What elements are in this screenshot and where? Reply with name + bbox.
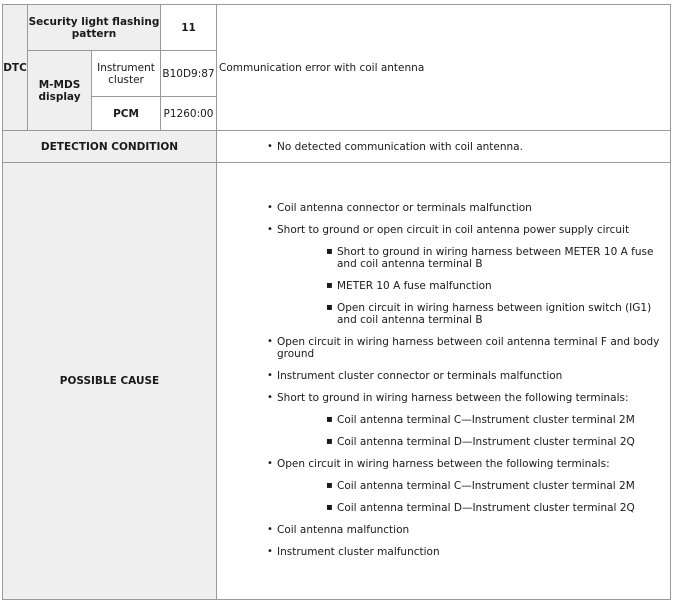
- mmds-display-label: M-MDS display: [28, 51, 92, 131]
- list-item-text: Instrument cluster connector or terminals malfunction: [277, 370, 563, 382]
- sub-list: [277, 246, 662, 326]
- list-item: [277, 370, 662, 382]
- list-item: [277, 546, 662, 558]
- possible-cause-list: [217, 202, 670, 558]
- list-item-text: Open circuit in wiring harness between coil antenna terminal F and body ground: [277, 336, 660, 360]
- list-item-text: Coil antenna malfunction: [277, 524, 410, 536]
- list-item: [277, 458, 662, 514]
- list-item: [277, 524, 662, 536]
- possible-cause-cell: [217, 163, 671, 600]
- sub-list-item: ▪ Coil antenna terminal D—Instrument cluster terminal 2Q: [337, 436, 662, 448]
- list-item-text: Coil antenna connector or terminals malfunction: [277, 202, 532, 214]
- flash-pattern-label: Security light flashing pattern: [28, 5, 161, 51]
- list-item: [277, 336, 662, 360]
- list-item-text: Short to ground in wiring harness between the following terminals:: [277, 392, 629, 404]
- detection-condition-label: DETECTION CONDITION: [3, 131, 217, 163]
- list-item-text: Instrument cluster malfunction: [277, 546, 440, 558]
- sub-list: [277, 414, 662, 448]
- pcm-code: P1260:00: [161, 97, 217, 131]
- instrument-cluster-code: B10D9:87: [161, 51, 217, 97]
- sub-list-item: ▪ Open circuit in wiring harness between ignition switch (IG1) and coil antenna terminal B: [337, 302, 662, 326]
- sub-list-item: ▪ Coil antenna terminal C—Instrument cluster terminal 2M: [337, 480, 662, 492]
- possible-cause-label: POSSIBLE CAUSE: [3, 163, 217, 600]
- detection-condition-cell: [217, 131, 671, 163]
- flash-pattern-value: 11: [161, 5, 217, 51]
- dtc-label: DTC: [3, 5, 28, 131]
- dtc-table: [2, 4, 671, 600]
- sub-list-item: ▪ Coil antenna terminal D—Instrument cluster terminal 2Q: [337, 502, 662, 514]
- list-item: [277, 202, 662, 214]
- list-item-text: Open circuit in wiring harness between the following terminals:: [277, 458, 610, 470]
- list-item-text: Short to ground or open circuit in coil antenna power supply circuit: [277, 224, 630, 236]
- instrument-cluster-label: Instrument cluster: [92, 51, 161, 97]
- sub-list-item: ▪ METER 10 A fuse malfunction: [337, 280, 662, 292]
- list-item: • No detected communication with coil antenna.: [277, 141, 662, 153]
- pcm-label: PCM: [92, 97, 161, 131]
- dtc-description: Communication error with coil antenna: [217, 5, 671, 131]
- sub-list: [277, 480, 662, 514]
- list-item: [277, 392, 662, 448]
- sub-list-item: ▪ Coil antenna terminal C—Instrument cluster terminal 2M: [337, 414, 662, 426]
- sub-list-item: ▪ Short to ground in wiring harness between METER 10 A fuse and coil antenna terminal B: [337, 246, 662, 270]
- detection-condition-list: [217, 141, 670, 153]
- list-item: [277, 224, 662, 326]
